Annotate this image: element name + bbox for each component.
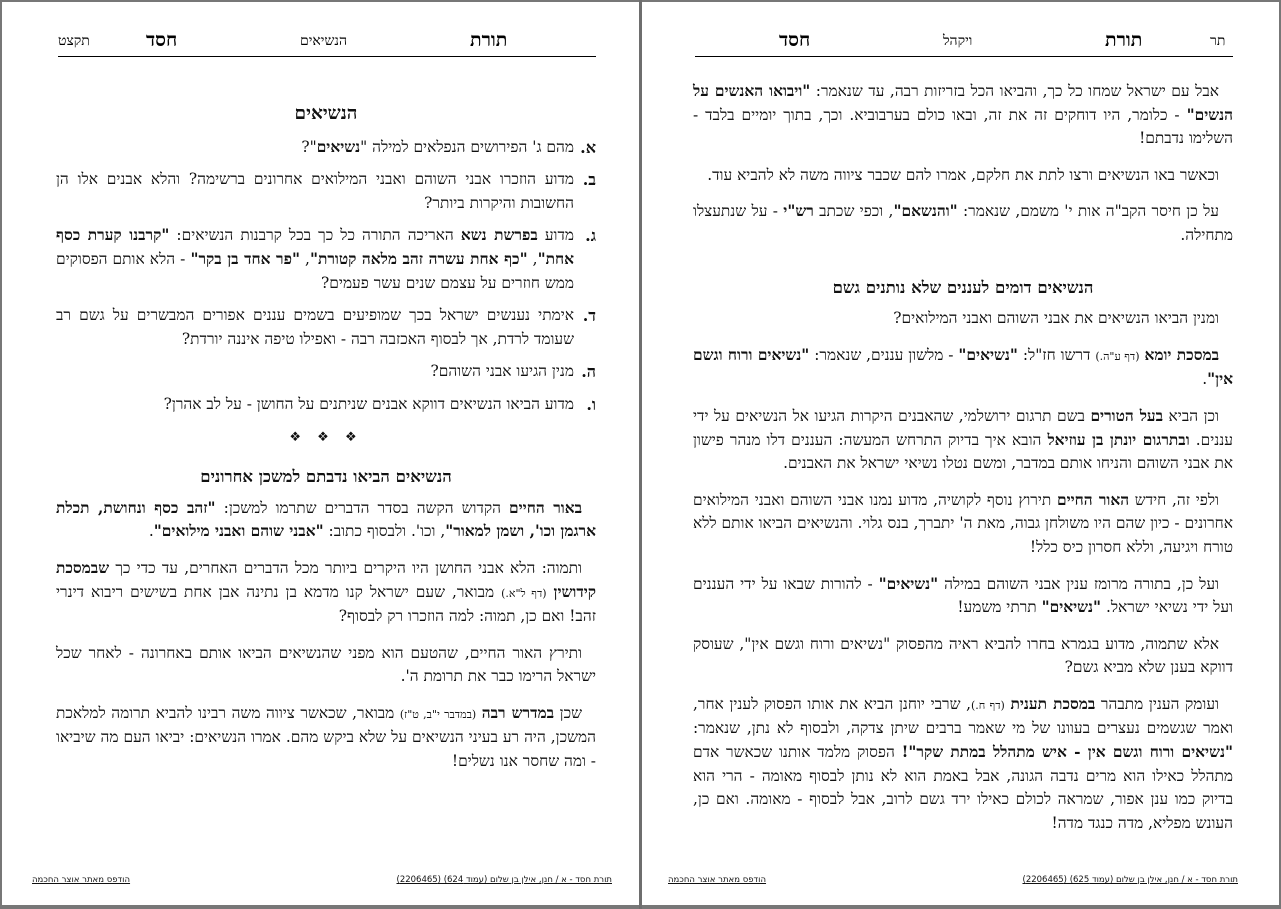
text-run: אבל עם ישראל שמחו כל כך, והביאו הכל בזריזות רבה, עד שנאמר: bbox=[810, 82, 1219, 100]
left-paragraphs bbox=[56, 497, 596, 774]
right-paragraphs-top bbox=[693, 80, 1233, 248]
text-run: , bbox=[299, 249, 310, 268]
text-run: ולפי זה, חידש bbox=[1129, 490, 1219, 509]
text-run: - כלומר, היו דוחקים זה את זה, ובאו כולם בערבוביא. וכך, בתוך יומיים בלבד - השלימו נדבתם! bbox=[693, 105, 1233, 148]
text-run: תירוץ נוסף לקושיה, מדוע נמנו אבני השוהם ואבני המילואים אחרונים - כיון שהם היו משולחן גבוה, מאת ה' יתברך, בנס גלוי. והנשיאים הביאו אותם ללא טורח ויגיעה, וללא חסרון כיס כלל! bbox=[693, 490, 1233, 556]
question-letter: ב. bbox=[582, 170, 596, 190]
bold-citation: "ויבואו האנשים על הנשים" bbox=[693, 82, 1233, 124]
text-run: מדוע הביאו הנשיאים דווקא אבנים שניתנים על החושן - על לב אהרן? bbox=[163, 394, 574, 413]
text-run: הובא איך בדיוק התרחש המעשה: העננים דלו מנהר פישון את אבני השוהם והניחו אותם במדבר, ומשם נטלו נשיאי ישראל את האבנים. bbox=[693, 430, 1233, 473]
text-run: . bbox=[1202, 370, 1208, 389]
text-run: "? bbox=[301, 137, 317, 156]
bold-citation: "אבני שוהם ואבני מילואים" bbox=[153, 522, 324, 541]
text-run: תרתי משמע! bbox=[957, 598, 1042, 617]
text-run: מבואר, שעם ישראל קנו מדמא בן נתינה אבן אחת בשישים ריבוא דינרי זהב! ואם כן, תמוה: למה הוזכרו רק לבסוף? bbox=[56, 582, 596, 626]
paragraph bbox=[693, 307, 1233, 331]
bold-citation: במסכת תענית bbox=[1010, 694, 1096, 713]
text-run: - על שנתעצלו מתחילה. bbox=[693, 202, 1233, 244]
text-run: - מלשון עננים, שנאמר: bbox=[809, 345, 959, 364]
bold-citation: "נשיאים" bbox=[1041, 598, 1102, 617]
bold-citation: באור החיים bbox=[509, 498, 583, 517]
text-run: על כן חיסר הקב"ה אות י' משמם, שנאמר: bbox=[957, 202, 1219, 221]
text-run: - הלא אותם הפסוקים ממש חוזרים על עצמם שנים עשר פעמים? bbox=[56, 249, 574, 292]
question-text bbox=[56, 304, 574, 351]
question-item bbox=[56, 304, 596, 351]
question-letter: ה. bbox=[581, 362, 596, 382]
bold-citation: רש"י bbox=[783, 202, 814, 221]
text-run: ועל כן, בתורה מרומז ענין אבני השוהם במילה bbox=[938, 574, 1219, 593]
source-reference: (דף ע"ה.) bbox=[1095, 349, 1140, 363]
text-run: מבואר, שכאשר ציווה משה רבינו להביא תרומה למלאכת המשכן, היה רע בעיני הנשיאים על שלא ביקש מהם. אמרו הנשיאים: יביאו העם מה שיביאו - ומה שחסר אנו נשלים! bbox=[56, 703, 596, 771]
question-item bbox=[56, 360, 596, 384]
source-reference: (במדבר י"ב, ט"ז) bbox=[399, 707, 477, 721]
section-heading: הנשיאים דומים לעננים שלא נותנים גשם bbox=[832, 277, 1094, 297]
paragraph bbox=[56, 702, 596, 774]
header-abbr: תר bbox=[1210, 33, 1226, 49]
bold-citation: האור החיים bbox=[1057, 490, 1130, 509]
text-run: מנין הגיעו אבני השוהם? bbox=[430, 362, 574, 381]
question-letter: א. bbox=[580, 137, 596, 157]
bold-citation: במדרש רבה bbox=[481, 703, 555, 722]
question-item bbox=[56, 168, 596, 215]
text-run: מדוע הוזכרו אבני השוהם ואבני המילואים אחרונים ברשימה? והלא אבנים אלו הן החשובות והיקרות ביותר? bbox=[56, 170, 574, 212]
header-title: תורת bbox=[1105, 29, 1143, 51]
question-item bbox=[56, 136, 596, 160]
text-run: וכן הביא bbox=[1163, 406, 1219, 425]
bold-citation: "נשיאים ורוח וגשם אין" bbox=[693, 345, 1233, 389]
text-run: ומנין הביאו הנשיאים את אבני השוהם ואבני המילואים? bbox=[893, 309, 1219, 328]
paragraph bbox=[693, 405, 1233, 476]
text-run: הפסוק מלמד אותנו שכאשר אדם מתהלל כאילו הוא מרים נדבה הגונה, אבל באמת הוא לא נותן לבסוף מאומה - הרי הוא בדיוק כמו ענן אפור, שמראה לכולם כאילו ירד גשם לרוב, אבל לבסוף - מאומה. ואם כן, העונש מפליא, מדה כנגד מדה! bbox=[693, 743, 1233, 832]
question-text bbox=[56, 393, 574, 417]
source-reference: (דף ל"א.) bbox=[501, 586, 547, 600]
bold-citation: שבמסכת קידושין bbox=[56, 558, 596, 601]
bold-citation: "פר אחד בן בקר" bbox=[190, 249, 300, 268]
footer-printed-from: הודפס מאתר אוצר החכמה bbox=[668, 875, 767, 885]
question-letter: ד. bbox=[582, 306, 596, 326]
paragraph bbox=[693, 573, 1233, 620]
right-page bbox=[642, 2, 1279, 905]
paragraph bbox=[693, 80, 1233, 151]
text-run: שכן bbox=[554, 703, 582, 722]
question-letter: ג. bbox=[585, 226, 596, 246]
text-run: הקדוש הקשה בסדר הדברים שתרמו למשכן: bbox=[215, 498, 510, 517]
text-run: וכאשר באו הנשיאים ורצו לתת את חלקם, אמרו להם שכבר ציווה משה לא להביא עוד. bbox=[707, 165, 1219, 184]
paragraph bbox=[693, 693, 1233, 836]
question-letter: ו. bbox=[586, 394, 596, 414]
text-run: מהם ג' הפירושים הנפלאים למילה " bbox=[360, 137, 574, 156]
header-word: חסד bbox=[779, 29, 811, 51]
question-item bbox=[56, 393, 596, 417]
text-run: ועומק הענין מתבהר bbox=[1095, 694, 1219, 713]
bold-citation: ובתרגום יונתן בן עוזיאל bbox=[1047, 430, 1190, 449]
left-page-header bbox=[58, 26, 596, 57]
text-run: , וכו'. ולבסוף כתוב: bbox=[323, 522, 446, 541]
header-title: תורת bbox=[470, 29, 508, 51]
header-section: ויקהל bbox=[943, 33, 973, 49]
right-paragraphs bbox=[693, 307, 1233, 835]
header-year: תקצט bbox=[58, 33, 90, 49]
footer-printed-from: הודפס מאתר אוצר החכמה bbox=[32, 875, 131, 885]
text-run: ותירץ האור החיים, שהטעם הוא מפני שהנשיאים הביאו אותם באחרונה - לאחר שכל ישראל הרימו כבר את תרומת ה'. bbox=[56, 643, 596, 686]
bold-citation: "קרבנו קערת כסף אחת" bbox=[56, 226, 574, 268]
right-page-footer bbox=[668, 875, 1238, 887]
paragraph bbox=[693, 344, 1233, 392]
paragraph bbox=[693, 633, 1233, 680]
text-run: אלא שתמוה, מדוע בגמרא בחרו להביא ראיה מהפסוק "נשיאים ורוח וגשם אין", שעוסק דווקא בענן שלא מביא גשם? bbox=[693, 634, 1233, 677]
section-divider-stars: ❖ ❖ ❖ bbox=[289, 429, 363, 445]
question-text bbox=[56, 360, 574, 384]
footer-book-info: תורת חסד - א / חנן, אילן בן שלום (עמוד 624) (2206465) bbox=[396, 875, 612, 885]
text-run: , bbox=[527, 249, 538, 268]
bold-citation: "כף אחת עשרה זהב מלאה קטורת" bbox=[309, 249, 528, 268]
text-run: , וכפי שכתב bbox=[813, 202, 894, 221]
text-run: בשם תרגום ירושלמי, שהאבנים היקרות הגיעו אל הנשיאים על ידי עננים. bbox=[693, 406, 1233, 449]
source-reference: (דף ח.) bbox=[971, 698, 1005, 712]
question-text bbox=[56, 168, 574, 215]
bold-citation: "נשיאים" bbox=[958, 345, 1018, 364]
page-heading: הנשיאים bbox=[294, 103, 358, 124]
paragraph bbox=[693, 200, 1233, 247]
paragraph bbox=[56, 642, 596, 689]
header-section: הנשיאים bbox=[300, 33, 347, 49]
text-run: אימתי נענשים ישראל בכך שמופיעים בשמים עננים אפורים המבשרים על גשם רב שעומד לרדת, אך לבסוף האכזבה רבה - ואפילו טיפה איננה יורדת? bbox=[56, 306, 574, 348]
bold-citation: בפרשת נשא bbox=[460, 226, 538, 245]
left-page-footer bbox=[32, 875, 612, 887]
bold-citation: במסכת יומא bbox=[1144, 345, 1219, 364]
bold-citation: בעל הטורים bbox=[1090, 406, 1164, 425]
questions-list bbox=[56, 136, 596, 417]
text-run: האריכה התורה כל כך בכל קרבנות הנשיאים: bbox=[169, 226, 461, 245]
paragraph bbox=[56, 557, 596, 629]
paragraph bbox=[56, 497, 596, 544]
bold-citation: נשיאים bbox=[316, 137, 361, 156]
question-text bbox=[56, 136, 574, 160]
bold-citation: "זהב כסף ונחושת, תכלת ארגמן וכו', ושמן למאור" bbox=[56, 498, 596, 541]
right-page-header bbox=[695, 26, 1233, 57]
text-run: ותמוה: הלא אבני החושן היו היקרים ביותר מכל הדברים האחרים, עד כדי כך bbox=[109, 558, 582, 577]
question-text bbox=[56, 224, 574, 295]
paragraph bbox=[693, 489, 1233, 560]
question-item bbox=[56, 224, 596, 295]
text-run: מדוע bbox=[537, 226, 574, 245]
text-run: דרשו חז"ל: bbox=[1017, 345, 1096, 364]
bold-citation: "נשיאים ורוח וגשם אין - איש מתהלל במתת שקר"! bbox=[901, 743, 1233, 762]
text-run: - להורות שבאו על ידי העננים ועל ידי נשיאי ישראל. bbox=[693, 574, 1233, 617]
bold-citation: "והנשאם" bbox=[893, 202, 958, 221]
footer-book-info: תורת חסד - א / חנן, אילן בן שלום (עמוד 625) (2206465) bbox=[1022, 875, 1238, 885]
left-page bbox=[2, 2, 639, 905]
right-page-content bbox=[693, 80, 1233, 848]
text-run bbox=[547, 583, 554, 601]
paragraph bbox=[693, 164, 1233, 188]
bold-citation: "נשיאים" bbox=[878, 574, 939, 593]
section-heading: הנשיאים הביאו נדבתם למשכן אחרונים bbox=[200, 467, 452, 487]
left-page-content bbox=[56, 102, 596, 787]
header-word: חסד bbox=[146, 29, 178, 51]
text-run: . bbox=[148, 522, 154, 541]
text-run: , שרבי יוחנן הביא את אותו הפסוק לענין אחר, ואמר שגשמים נעצרים בעוונו של מי שאמר ברבים שיתן צדקה, ולבסוף לא נתן, שנאמר: bbox=[693, 694, 1233, 738]
